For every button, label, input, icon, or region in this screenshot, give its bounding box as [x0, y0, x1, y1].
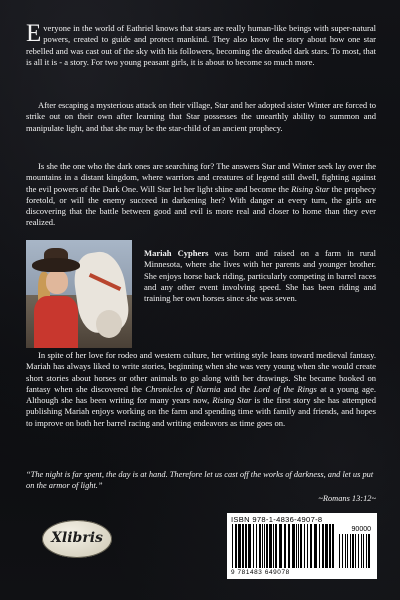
barcode-bar: [298, 524, 299, 568]
scripture-reference: ~Romans 13:12~: [318, 494, 376, 503]
barcode-bar: [304, 524, 305, 568]
barcode-bar: [355, 534, 356, 568]
barcode-bar: [259, 524, 261, 568]
barcode-bar: [232, 524, 233, 568]
xlibris-logo-text: Xlibris: [51, 530, 103, 546]
barcode-bar: [361, 534, 362, 568]
barcode-addon-bars: [339, 534, 373, 568]
barcode-bar: [248, 524, 251, 568]
barcode-bar: [269, 524, 272, 568]
narnia-title: Chronicles of Narnia: [145, 383, 221, 394]
price-code: 90000: [351, 526, 371, 533]
author-bio-paragraph-2: [26, 350, 376, 429]
book-title-italic: Rising Star: [291, 183, 330, 194]
barcode-bar: [235, 524, 237, 568]
barcode-bar: [300, 524, 302, 568]
barcode-bar: [288, 524, 290, 568]
photo-hat: [32, 258, 80, 272]
synopsis-p3-part-b: the prophecy foretold, or will the enemy succeed in darkening her? With danger at every turn, the girls are discovering that the battle between good and evil is more real and closer to home than they ever realized.: [26, 183, 377, 228]
barcode-bar: [358, 534, 359, 568]
barcode-bar: [273, 524, 274, 568]
author-bio-1-text: was born and raised on a farm in rural Minnesota, where she lives with her parents and younger brother. She enjoys horse back riding, particularly competing in barrel races and any other event involving speed. She has been riding and training her own horses since she was seven.: [144, 248, 376, 304]
barcode-bar: [264, 524, 265, 568]
barcode-bar: [279, 524, 282, 568]
barcode-bar: [319, 524, 320, 568]
barcode-box: [227, 513, 377, 579]
author-photo: [26, 240, 132, 348]
barcode-bar: [245, 524, 247, 568]
barcode-bar: [253, 524, 254, 568]
rising-star-title: Rising Star: [212, 395, 252, 406]
barcode-bar: [339, 534, 340, 568]
barcode-bar: [368, 534, 370, 568]
barcode-bar: [329, 524, 331, 568]
barcode-bar: [284, 524, 286, 568]
photo-horse-muzzle: [96, 310, 122, 338]
bio2-part-d: is the first story she has attempted publishing Mariah enjoys working on the farm and spending time with family and friends, and hopes to improve on both her barrel racing and writing endeavors as time goes on.: [26, 395, 376, 428]
barcode-bar: [366, 534, 367, 568]
synopsis-paragraph-2: After escaping a mysterious attack on their village, Star and her adopted sister Winter are forced to strike out on their own after learning that Star possesses the unearthly ability to summon and manipulate light, and that she may be the star-child of an ancient prophecy.: [26, 100, 376, 133]
barcode-bar: [242, 524, 244, 568]
barcode-bar: [275, 524, 277, 568]
barcode-main-bars: [232, 524, 336, 568]
bio2-part-a: In spite of her love for rodeo and western culture, her writing style leans toward medieval fantasy. Mariah has always liked to write stories, beginning when she was very young when she would create short stories about horses or other animals to go along with her drawings. She became hooked on fantasy when she discovered the: [26, 350, 376, 394]
barcode-bar: [266, 524, 268, 568]
lotr-title: Lord of the Rings: [253, 383, 317, 394]
barcode-bar: [350, 534, 351, 568]
drop-cap: E: [26, 20, 42, 47]
photo-shirt: [34, 296, 78, 348]
barcode-bar: [262, 524, 263, 568]
barcode-digits: 9 781483 649078: [231, 569, 290, 576]
author-bio-paragraph-1: [144, 248, 376, 304]
barcode-bar: [345, 534, 346, 568]
barcode-bar: [307, 524, 308, 568]
bio2-part-c: at a young age. Although she has been writing for many years now,: [26, 383, 377, 406]
barcode-bar: [325, 524, 328, 568]
barcode-bar: [256, 524, 257, 568]
photo-face: [46, 270, 68, 294]
scripture-quote: “The night is far spent, the day is at hand. Therefore let us cast off the works of darkness, and let us put on the armor of light.”: [26, 470, 374, 491]
barcode-bar: [314, 524, 317, 568]
barcode-bar: [310, 524, 312, 568]
barcode-bar: [363, 534, 364, 568]
barcode-bar: [332, 524, 334, 568]
synopsis-paragraph-1-text: veryone in the world of Eathriel knows that stars are really human-like beings with super-natural powers, created to guide and protect mankind. They also know the story about how one star rebelled and was cast out of the sky with his followers, becoming the dreaded dark stars. To most, that is all it is - a story. For two young peasant girls, it is about to become so much more.: [26, 23, 376, 67]
barcode-bar: [352, 534, 354, 568]
barcode-bar: [238, 524, 241, 568]
barcode-bar: [296, 524, 297, 568]
author-name: Mariah Cyphers: [144, 248, 209, 258]
bio2-part-b: and the: [220, 383, 254, 394]
synopsis-paragraph-3: [26, 161, 376, 229]
barcode-bar: [342, 534, 343, 568]
barcode-bar: [347, 534, 348, 568]
synopsis-paragraph-1: [26, 20, 376, 68]
barcode-bar: [292, 524, 295, 568]
barcode-bar: [322, 524, 324, 568]
isbn-text: ISBN 978-1-4836-4907-8: [231, 515, 323, 524]
xlibris-logo: [42, 520, 112, 558]
synopsis-p3-part-a: Is she the one who the dark ones are searching for? The answers Star and Winter seek lay over the mountains in a distant kingdom, where warriors and creatures of legend still dwell, fighting against the evil powers of the Dark One. Will Star let her light shine and become the: [26, 161, 376, 194]
